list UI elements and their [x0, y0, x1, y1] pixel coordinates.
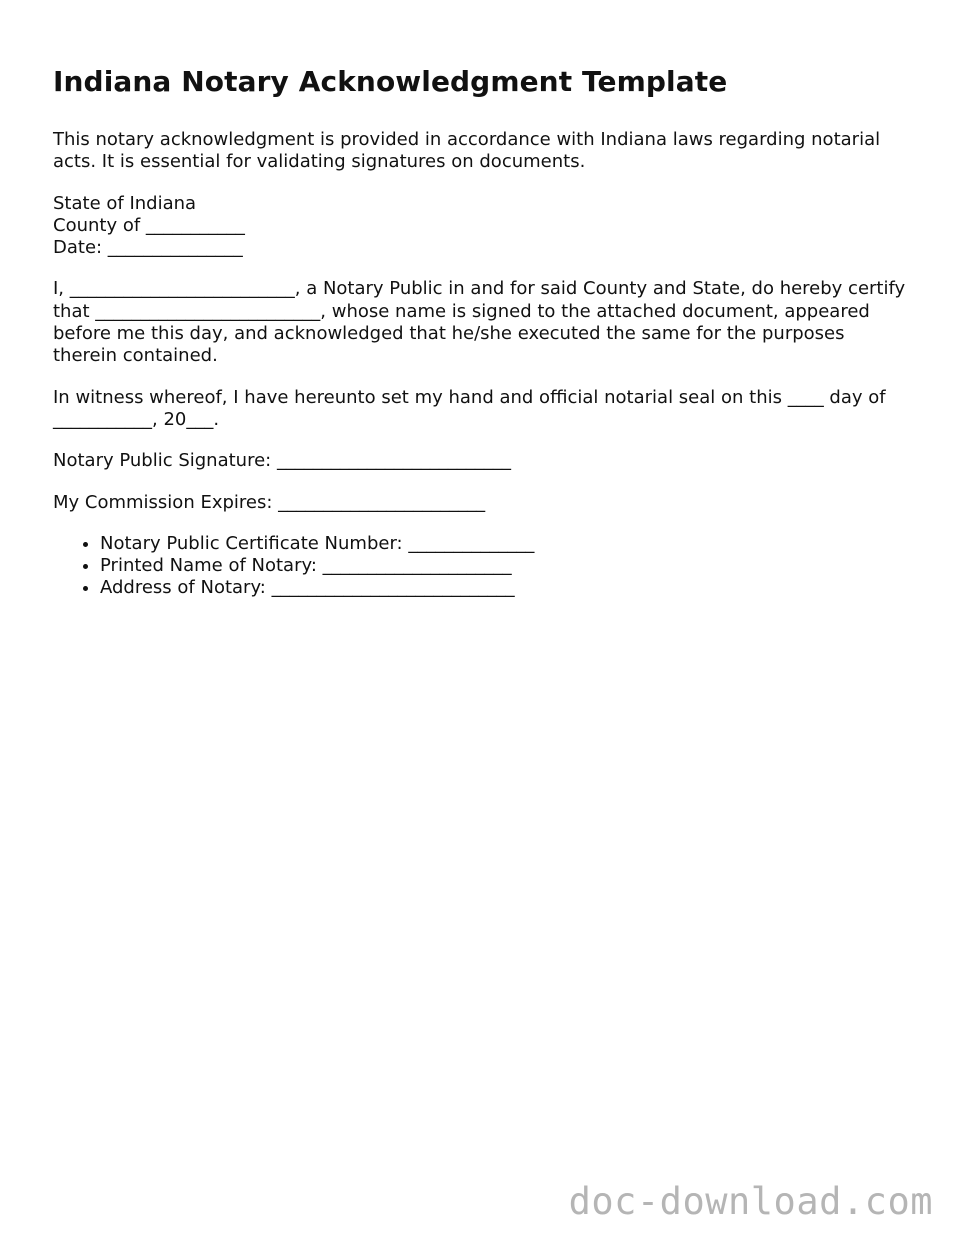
document-title: Indiana Notary Acknowledgment Template	[53, 65, 728, 98]
watermark: doc-download.com	[568, 1180, 933, 1223]
signature-line: Notary Public Signature: __________________________	[53, 450, 511, 472]
witness-paragraph: In witness whereof, I have hereunto set my hand and official notarial seal on this ____ day of ___________, 20___.	[53, 386, 886, 430]
document-page	[53, 62, 913, 600]
printed-name-item: • Printed Name of Notary: _____________________	[100, 555, 913, 577]
intro-paragraph: This notary acknowledgment is provided in accordance with Indiana laws regarding notarial acts. It is essential for validating signatures on documents.	[53, 129, 881, 173]
certificate-number-item: • Notary Public Certificate Number: ______________	[100, 533, 913, 555]
certification-paragraph: I, _________________________, a Notary Public in and for said County and State, do hereby certify that _________________________, whose name is signed to the attached document, appeared before me this day, and acknowledged that he/she executed the same for the purposes therein contained.	[53, 278, 906, 367]
state-line: State of Indiana	[53, 192, 197, 214]
county-line: County of ___________	[53, 214, 245, 236]
address-item: • Address of Notary: ___________________________	[100, 577, 913, 599]
venue-block	[53, 193, 913, 260]
commission-line: My Commission Expires: _______________________	[53, 491, 486, 513]
date-line: Date: _______________	[53, 237, 243, 259]
notary-details-list	[53, 533, 913, 600]
